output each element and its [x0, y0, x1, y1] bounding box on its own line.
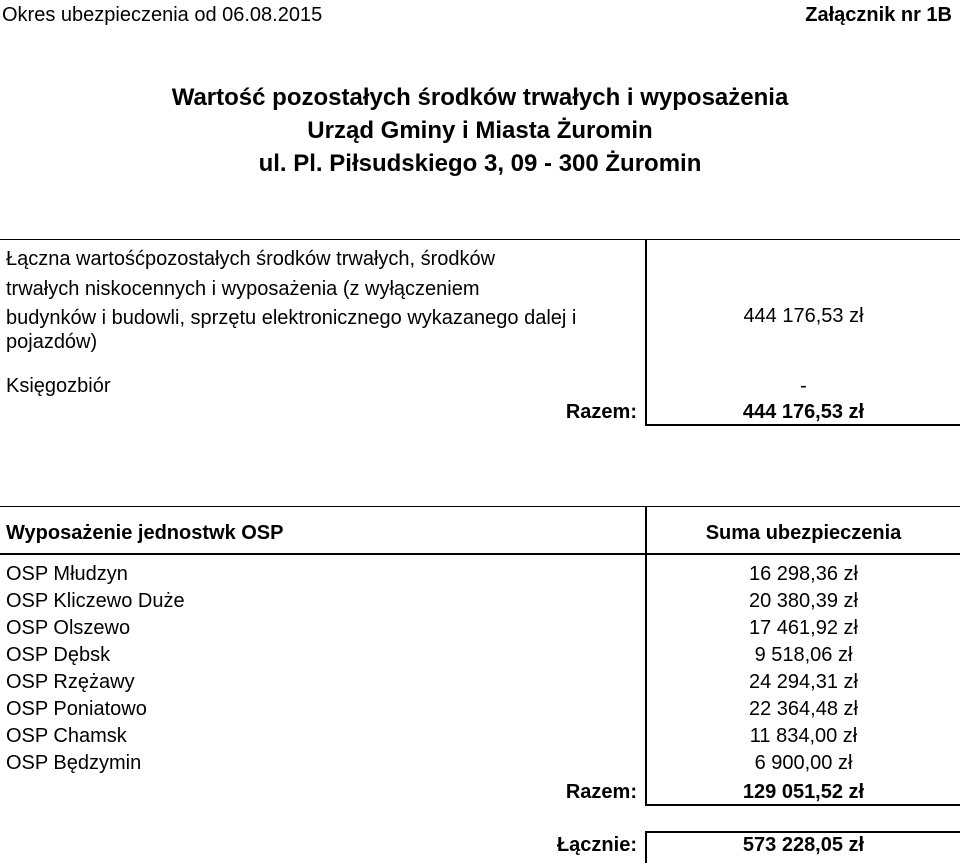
osp-unit-name: OSP Poniatowo	[6, 698, 147, 720]
section1-total-value: 444 176,53 zł	[742, 401, 865, 423]
book-collection-label: Księgozbiór	[6, 375, 111, 397]
osp-unit-value: 16 298,36 zł	[749, 563, 858, 585]
osp-unit-name: OSP Kliczewo Duże	[6, 590, 185, 612]
section2-total-label: Razem:	[565, 781, 637, 803]
osp-unit-name: OSP Młudzyn	[6, 563, 128, 585]
attachment-number: Załącznik nr 1B	[805, 4, 952, 26]
grand-total-label: Łącznie:	[556, 834, 637, 856]
book-collection-value: -	[800, 375, 807, 397]
section2-bottom-border	[645, 804, 960, 806]
osp-unit-name: OSP Dębsk	[6, 644, 111, 666]
osp-unit-value: 22 364,48 zł	[749, 698, 858, 720]
osp-unit-value: 9 518,06 zł	[754, 644, 853, 666]
section2-top-border	[0, 506, 960, 507]
osp-unit-value: 20 380,39 zł	[749, 590, 858, 612]
osp-unit-name: OSP Rzężawy	[6, 671, 135, 693]
office-name: Urząd Gminy i Miasta Żuromin	[307, 117, 653, 144]
osp-unit-value: 11 834,00 zł	[749, 725, 858, 747]
section2-total-value: 129 051,52 zł	[742, 781, 865, 803]
osp-unit-name: OSP Będzymin	[6, 752, 142, 774]
insurance-period: Okres ubezpieczenia od 06.08.2015	[2, 4, 323, 26]
section1-top-border	[0, 239, 960, 240]
assets-description-line: budynków i budowli, sprzętu elektronicznego wykazanego dalej i	[6, 307, 577, 329]
osp-unit-value: 24 294,31 zł	[749, 671, 858, 693]
osp-unit-value: 6 900,00 zł	[754, 752, 853, 774]
sum-insured-column-header: Suma ubezpieczenia	[705, 522, 902, 544]
assets-value: 444 176,53 zł	[743, 305, 864, 327]
section2-header-border	[0, 553, 960, 555]
page-title: Wartość pozostałych środków trwałych i wyposażenia	[171, 84, 789, 111]
osp-unit-name: OSP Olszewo	[6, 617, 131, 639]
assets-description-line: pojazdów)	[6, 331, 98, 353]
grand-total-value: 573 228,05 zł	[742, 834, 865, 856]
osp-unit-name: OSP Chamsk	[6, 725, 127, 747]
assets-description-line: trwałych niskocennych i wyposażenia (z wyłączeniem	[6, 278, 480, 300]
osp-unit-value: 17 461,92 zł	[749, 617, 858, 639]
section1-total-label: Razem:	[565, 401, 637, 423]
office-address: ul. Pl. Piłsudskiego 3, 09 - 300 Żuromin	[258, 150, 702, 177]
grand-total-top-border	[645, 831, 960, 833]
osp-column-header: Wyposażenie jednostwk OSP	[6, 522, 284, 544]
section1-bottom-border	[645, 424, 960, 426]
assets-description-line: Łączna wartośćpozostałych środków trwałych, środków	[6, 248, 496, 270]
